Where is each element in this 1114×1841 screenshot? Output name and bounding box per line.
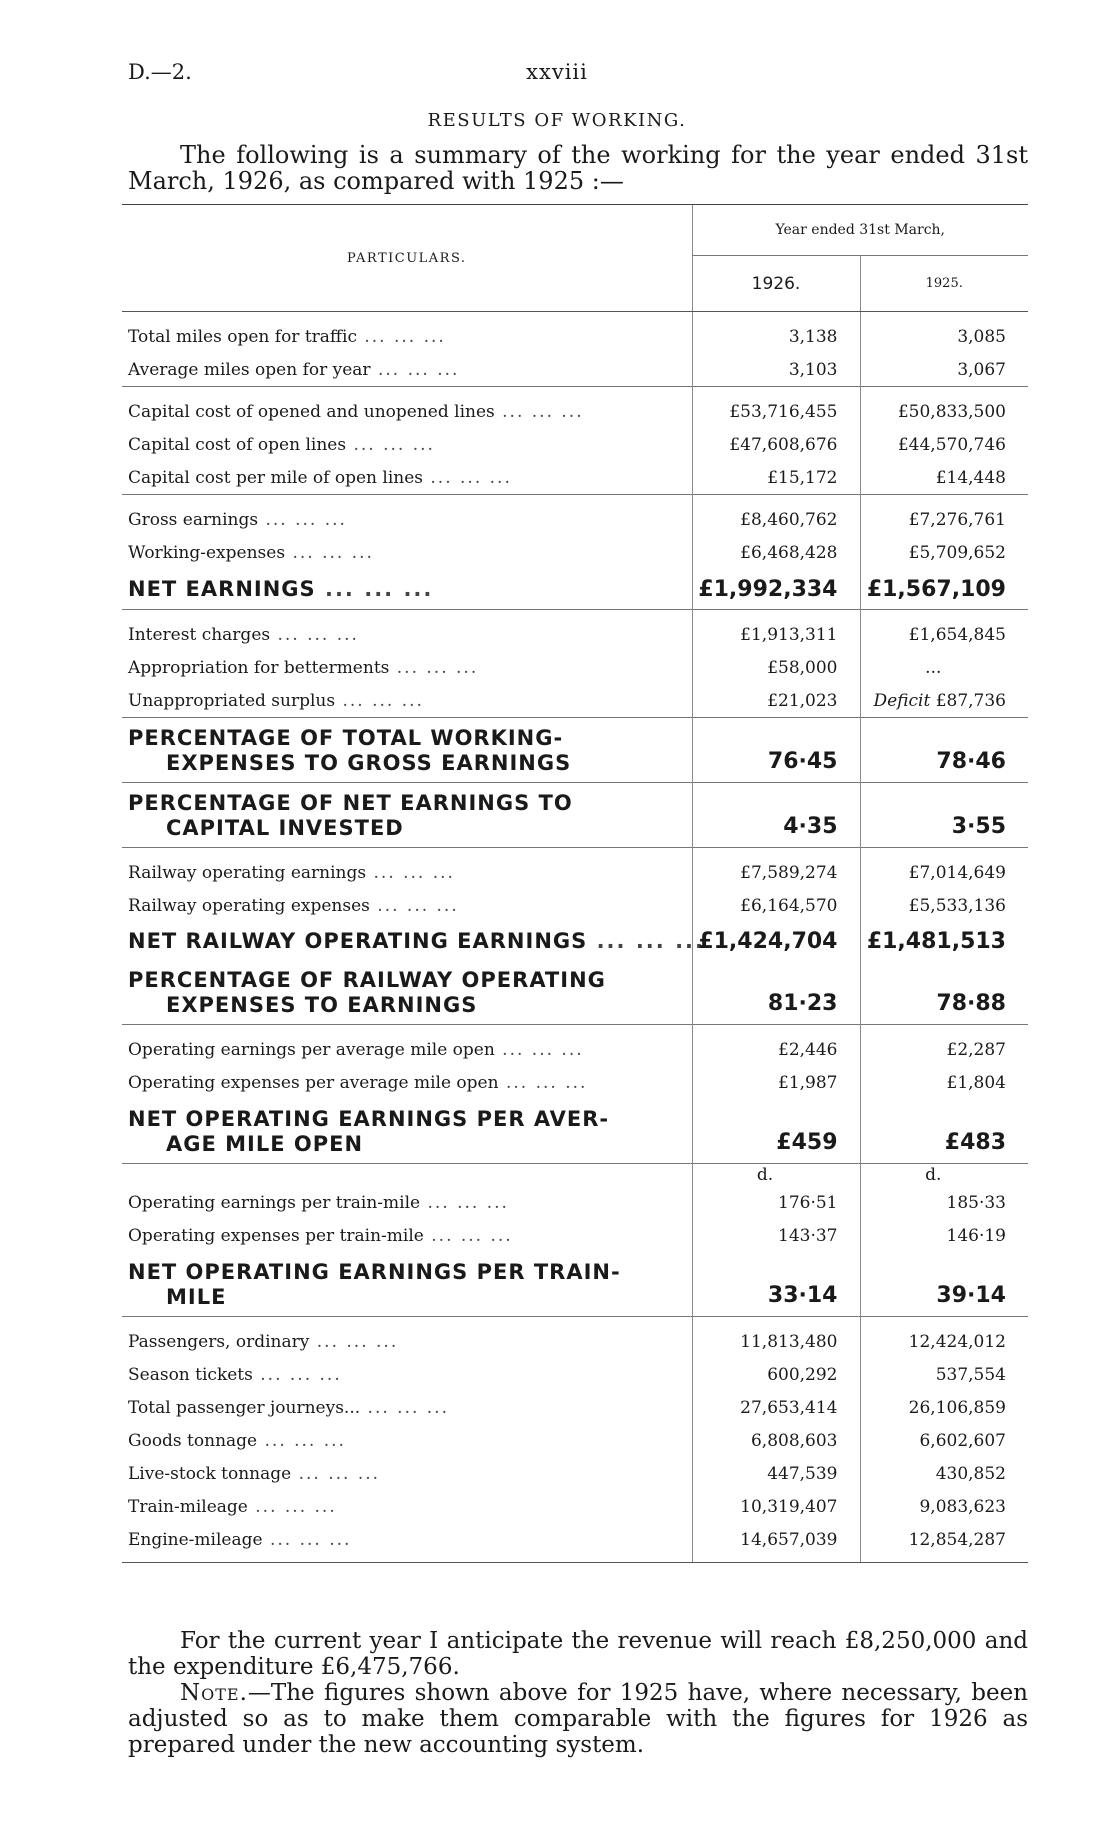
value-1925: 430,852 bbox=[860, 1457, 1028, 1490]
table-row bbox=[122, 783, 1028, 848]
value-1925: 3,085 bbox=[860, 312, 1028, 354]
value-1926: £7,589,274 bbox=[692, 848, 860, 890]
row-label-line1: NET OPERATING EARNINGS PER TRAIN- bbox=[128, 1260, 621, 1284]
year-header: Year ended 31st March, bbox=[692, 205, 1028, 256]
value-1926: 76·45 bbox=[692, 718, 860, 783]
value-1925: £50,833,500 bbox=[860, 387, 1028, 429]
value-1926: 3,103 bbox=[692, 353, 860, 387]
value-1926: £2,446 bbox=[692, 1025, 860, 1067]
row-label: Train-mileage ... ... ... bbox=[128, 1496, 337, 1517]
leader-dots: ... ... ... bbox=[257, 1430, 346, 1451]
row-label: Unappropriated surplus ... ... ... bbox=[128, 690, 424, 711]
leader-dots: ... ... ... bbox=[360, 1397, 449, 1418]
value-1925: £14,448 bbox=[860, 461, 1028, 495]
row-label bbox=[122, 960, 692, 1025]
value-1926: 33·14 bbox=[692, 1252, 860, 1317]
leader-dots: ... ... ... bbox=[335, 690, 424, 711]
table-row bbox=[122, 1490, 1028, 1523]
deficit-label: Deficit bbox=[873, 690, 931, 711]
leader-dots: ... ... ... bbox=[587, 929, 705, 953]
row-label-line2: AGE MILE OPEN bbox=[166, 1132, 364, 1156]
particulars-header: PARTICULARS. bbox=[122, 205, 692, 312]
leader-dots: ... ... ... bbox=[262, 1529, 352, 1550]
row-label: Average miles open for year ... ... ... bbox=[128, 359, 460, 380]
table-row bbox=[122, 1424, 1028, 1457]
value-1926: £21,023 bbox=[692, 684, 860, 718]
table-row bbox=[122, 1317, 1028, 1359]
value-1926: £8,460,762 bbox=[692, 495, 860, 537]
table-row bbox=[122, 684, 1028, 718]
leader-dots: ... ... ... bbox=[494, 401, 584, 422]
value-1926: £1,424,704 bbox=[692, 922, 860, 960]
value-1926: £1,913,311 bbox=[692, 610, 860, 652]
row-label-line2: CAPITAL INVESTED bbox=[166, 816, 404, 840]
row-label: Goods tonnage ... ... ... bbox=[128, 1430, 346, 1451]
row-label bbox=[122, 718, 692, 783]
leader-dots: ... ... ... bbox=[285, 542, 374, 563]
column-1926-header: 1926. bbox=[692, 256, 860, 312]
value-1925: £1,481,513 bbox=[860, 922, 1028, 960]
table-row bbox=[122, 1358, 1028, 1391]
page-title: RESULTS OF WORKING. bbox=[427, 110, 687, 131]
page-number: xxviii bbox=[526, 60, 588, 84]
value-1926: £15,172 bbox=[692, 461, 860, 495]
results-table bbox=[122, 204, 1028, 1563]
row-label-line1: PERCENTAGE OF RAILWAY OPERATING bbox=[128, 968, 606, 992]
leader-dots: ... ... ... bbox=[389, 657, 479, 678]
leader-dots: ... ... ... bbox=[252, 1364, 342, 1385]
row-label: Capital cost of opened and unopened lines ... ... ... bbox=[122, 387, 692, 429]
note-label: Note. bbox=[180, 1680, 248, 1706]
value-1926: 27,653,414 bbox=[692, 1391, 860, 1424]
table-row bbox=[122, 1025, 1028, 1067]
value-1926: 4·35 bbox=[692, 783, 860, 848]
row-label: NET EARNINGS ... ... ... bbox=[128, 577, 434, 601]
value-1925: 26,106,859 bbox=[860, 1391, 1028, 1424]
row-label: Working-expenses ... ... ... bbox=[128, 542, 374, 563]
row-label: Season tickets ... ... ... bbox=[128, 1364, 342, 1385]
table-row bbox=[122, 922, 1028, 960]
table-row bbox=[122, 889, 1028, 922]
leader-dots: ... ... ... bbox=[370, 359, 460, 380]
table-row bbox=[122, 312, 1028, 354]
leader-dots: ... ... ... bbox=[315, 577, 434, 601]
value-1926: 6,808,603 bbox=[692, 1424, 860, 1457]
value-1926: £6,164,570 bbox=[692, 889, 860, 922]
table-row bbox=[122, 495, 1028, 537]
value-1926: 143·37 bbox=[692, 1219, 860, 1252]
row-label: Passengers, ordinary ... ... ... bbox=[122, 1317, 692, 1359]
row-label-line2: EXPENSES TO GROSS EARNINGS bbox=[166, 751, 572, 775]
value-1925: £5,709,652 bbox=[860, 536, 1028, 569]
value-1925: 146·19 bbox=[860, 1219, 1028, 1252]
table-row bbox=[122, 1523, 1028, 1563]
value-1925: 6,602,607 bbox=[860, 1424, 1028, 1457]
note-paragraph bbox=[128, 1680, 1028, 1758]
note-text: —The figures shown above for 1925 have, where necessary, been adjusted so as to make them comparable with the figures for 1926 as prepared under the new accounting system. bbox=[128, 1680, 1028, 1758]
row-label-line1: PERCENTAGE OF TOTAL WORKING- bbox=[128, 726, 564, 750]
leader-dots: ... ... ... bbox=[420, 1192, 509, 1213]
table-row bbox=[122, 1099, 1028, 1164]
value-1925: 78·88 bbox=[860, 960, 1028, 1025]
value-1925: 78·46 bbox=[860, 718, 1028, 783]
table-row bbox=[122, 387, 1028, 429]
table-row bbox=[122, 536, 1028, 569]
value-1926: 600,292 bbox=[692, 1358, 860, 1391]
row-label: Operating earnings per average mile open ... ... ... bbox=[122, 1025, 692, 1067]
value-1925: £44,570,746 bbox=[860, 428, 1028, 461]
value-1925: 39·14 bbox=[860, 1252, 1028, 1317]
footer-text bbox=[128, 1628, 1028, 1758]
row-label: Engine-mileage ... ... ... bbox=[122, 1523, 692, 1563]
value-1925: £7,276,761 bbox=[860, 495, 1028, 537]
row-label-line1: PERCENTAGE OF NET EARNINGS TO bbox=[128, 791, 573, 815]
table-row bbox=[122, 651, 1028, 684]
row-label bbox=[122, 1099, 692, 1164]
value-1926: 176·51 bbox=[692, 1186, 860, 1219]
value-1925: 537,554 bbox=[860, 1358, 1028, 1391]
value-1925: 185·33 bbox=[860, 1186, 1028, 1219]
row-label: Capital cost of open lines ... ... ... bbox=[128, 434, 435, 455]
row-label: Railway operating expenses ... ... ... bbox=[128, 895, 459, 916]
value-1926: 10,319,407 bbox=[692, 1490, 860, 1523]
row-label: Railway operating earnings ... ... ... bbox=[122, 848, 692, 890]
table-row bbox=[122, 1391, 1028, 1424]
value-1926: 81·23 bbox=[692, 960, 860, 1025]
value-1926: £47,608,676 bbox=[692, 428, 860, 461]
leader-dots: ... ... ... bbox=[247, 1496, 337, 1517]
deficit-value: £87,736 bbox=[935, 690, 1006, 711]
value-1925: ... bbox=[860, 651, 1028, 684]
row-label: Interest charges ... ... ... bbox=[122, 610, 692, 652]
value-1926: 14,657,039 bbox=[692, 1523, 860, 1563]
pence-unit-1926: d. bbox=[692, 1164, 860, 1187]
value-1925: 12,424,012 bbox=[860, 1317, 1028, 1359]
value-1925: 12,854,287 bbox=[860, 1523, 1028, 1563]
value-1926: £459 bbox=[692, 1099, 860, 1164]
leader-dots: ... ... ... bbox=[366, 862, 455, 883]
value-1925 bbox=[860, 684, 1028, 718]
intro-paragraph: The following is a summary of the working for the year ended 31st March, 1926, as compared with 1925 :— bbox=[128, 141, 1028, 195]
value-1925: £2,287 bbox=[860, 1025, 1028, 1067]
table-row bbox=[122, 610, 1028, 652]
value-1926: £53,716,455 bbox=[692, 387, 860, 429]
table-row bbox=[122, 569, 1028, 610]
row-label: Operating expenses per average mile open ... ... ... bbox=[128, 1072, 588, 1093]
table-row bbox=[122, 960, 1028, 1025]
value-1925: 9,083,623 bbox=[860, 1490, 1028, 1523]
table-row bbox=[122, 848, 1028, 890]
row-label bbox=[122, 783, 692, 848]
row-label: Operating expenses per train-mile ... ... ... bbox=[128, 1225, 513, 1246]
value-1925: £7,014,649 bbox=[860, 848, 1028, 890]
value-1925: £483 bbox=[860, 1099, 1028, 1164]
pence-unit-1925: d. bbox=[860, 1164, 1028, 1187]
value-1926: 447,539 bbox=[692, 1457, 860, 1490]
value-1926: £58,000 bbox=[692, 651, 860, 684]
leader-dots: ... ... ... bbox=[369, 895, 459, 916]
table-row bbox=[122, 718, 1028, 783]
row-label bbox=[122, 1252, 692, 1317]
value-1926: £1,992,334 bbox=[692, 569, 860, 610]
table-row bbox=[122, 1066, 1028, 1099]
leader-dots: ... ... ... bbox=[346, 434, 435, 455]
row-label-line2: EXPENSES TO EARNINGS bbox=[166, 993, 478, 1017]
table-row bbox=[122, 428, 1028, 461]
leader-dots: ... ... ... bbox=[423, 467, 512, 488]
value-1926: 3,138 bbox=[692, 312, 860, 354]
leader-dots: ... ... ... bbox=[291, 1463, 381, 1484]
value-1926: £6,468,428 bbox=[692, 536, 860, 569]
row-label: Operating earnings per train-mile ... ... ... bbox=[128, 1192, 509, 1213]
value-1925: £1,804 bbox=[860, 1066, 1028, 1099]
value-1926: 11,813,480 bbox=[692, 1317, 860, 1359]
row-label: NET RAILWAY OPERATING EARNINGS ... ... ... bbox=[128, 929, 705, 953]
value-1925: £5,533,136 bbox=[860, 889, 1028, 922]
leader-dots: ... ... ... bbox=[356, 326, 446, 347]
table-row bbox=[122, 461, 1028, 495]
leader-dots: ... ... ... bbox=[258, 509, 347, 530]
page-reference: D.—2. bbox=[128, 60, 192, 84]
value-1926: £1,987 bbox=[692, 1066, 860, 1099]
value-1925: £1,567,109 bbox=[860, 569, 1028, 610]
table-row bbox=[122, 353, 1028, 387]
leader-dots: ... ... ... bbox=[423, 1225, 513, 1246]
row-label: Total miles open for traffic ... ... ... bbox=[128, 326, 446, 347]
row-label: Gross earnings ... ... ... bbox=[122, 495, 692, 537]
value-1925: £1,654,845 bbox=[860, 610, 1028, 652]
table-row bbox=[122, 1219, 1028, 1252]
leader-dots: ... ... ... bbox=[498, 1072, 588, 1093]
leader-dots: ... ... ... bbox=[309, 1331, 399, 1352]
leader-dots: ... ... ... bbox=[494, 1039, 584, 1060]
value-1925: 3·55 bbox=[860, 783, 1028, 848]
table-row bbox=[122, 1186, 1028, 1219]
table-row bbox=[122, 1252, 1028, 1317]
anticipation-paragraph: For the current year I anticipate the revenue will reach £8,250,000 and the expenditure £6,475,766. bbox=[128, 1628, 1028, 1680]
row-label: Live-stock tonnage ... ... ... bbox=[128, 1463, 381, 1484]
row-label: Appropriation for betterments ... ... ... bbox=[128, 657, 479, 678]
table-row bbox=[122, 1457, 1028, 1490]
row-label: Total passenger journeys... ... ... ... bbox=[128, 1397, 449, 1418]
leader-dots: ... ... ... bbox=[270, 624, 359, 645]
table-row bbox=[122, 1164, 1028, 1187]
column-1925-header: 1925. bbox=[860, 256, 1028, 312]
value-1925: 3,067 bbox=[860, 353, 1028, 387]
row-label-line2: MILE bbox=[166, 1285, 227, 1309]
row-label-line1: NET OPERATING EARNINGS PER AVER- bbox=[128, 1107, 610, 1131]
row-label: Capital cost per mile of open lines ... ... ... bbox=[128, 467, 512, 488]
